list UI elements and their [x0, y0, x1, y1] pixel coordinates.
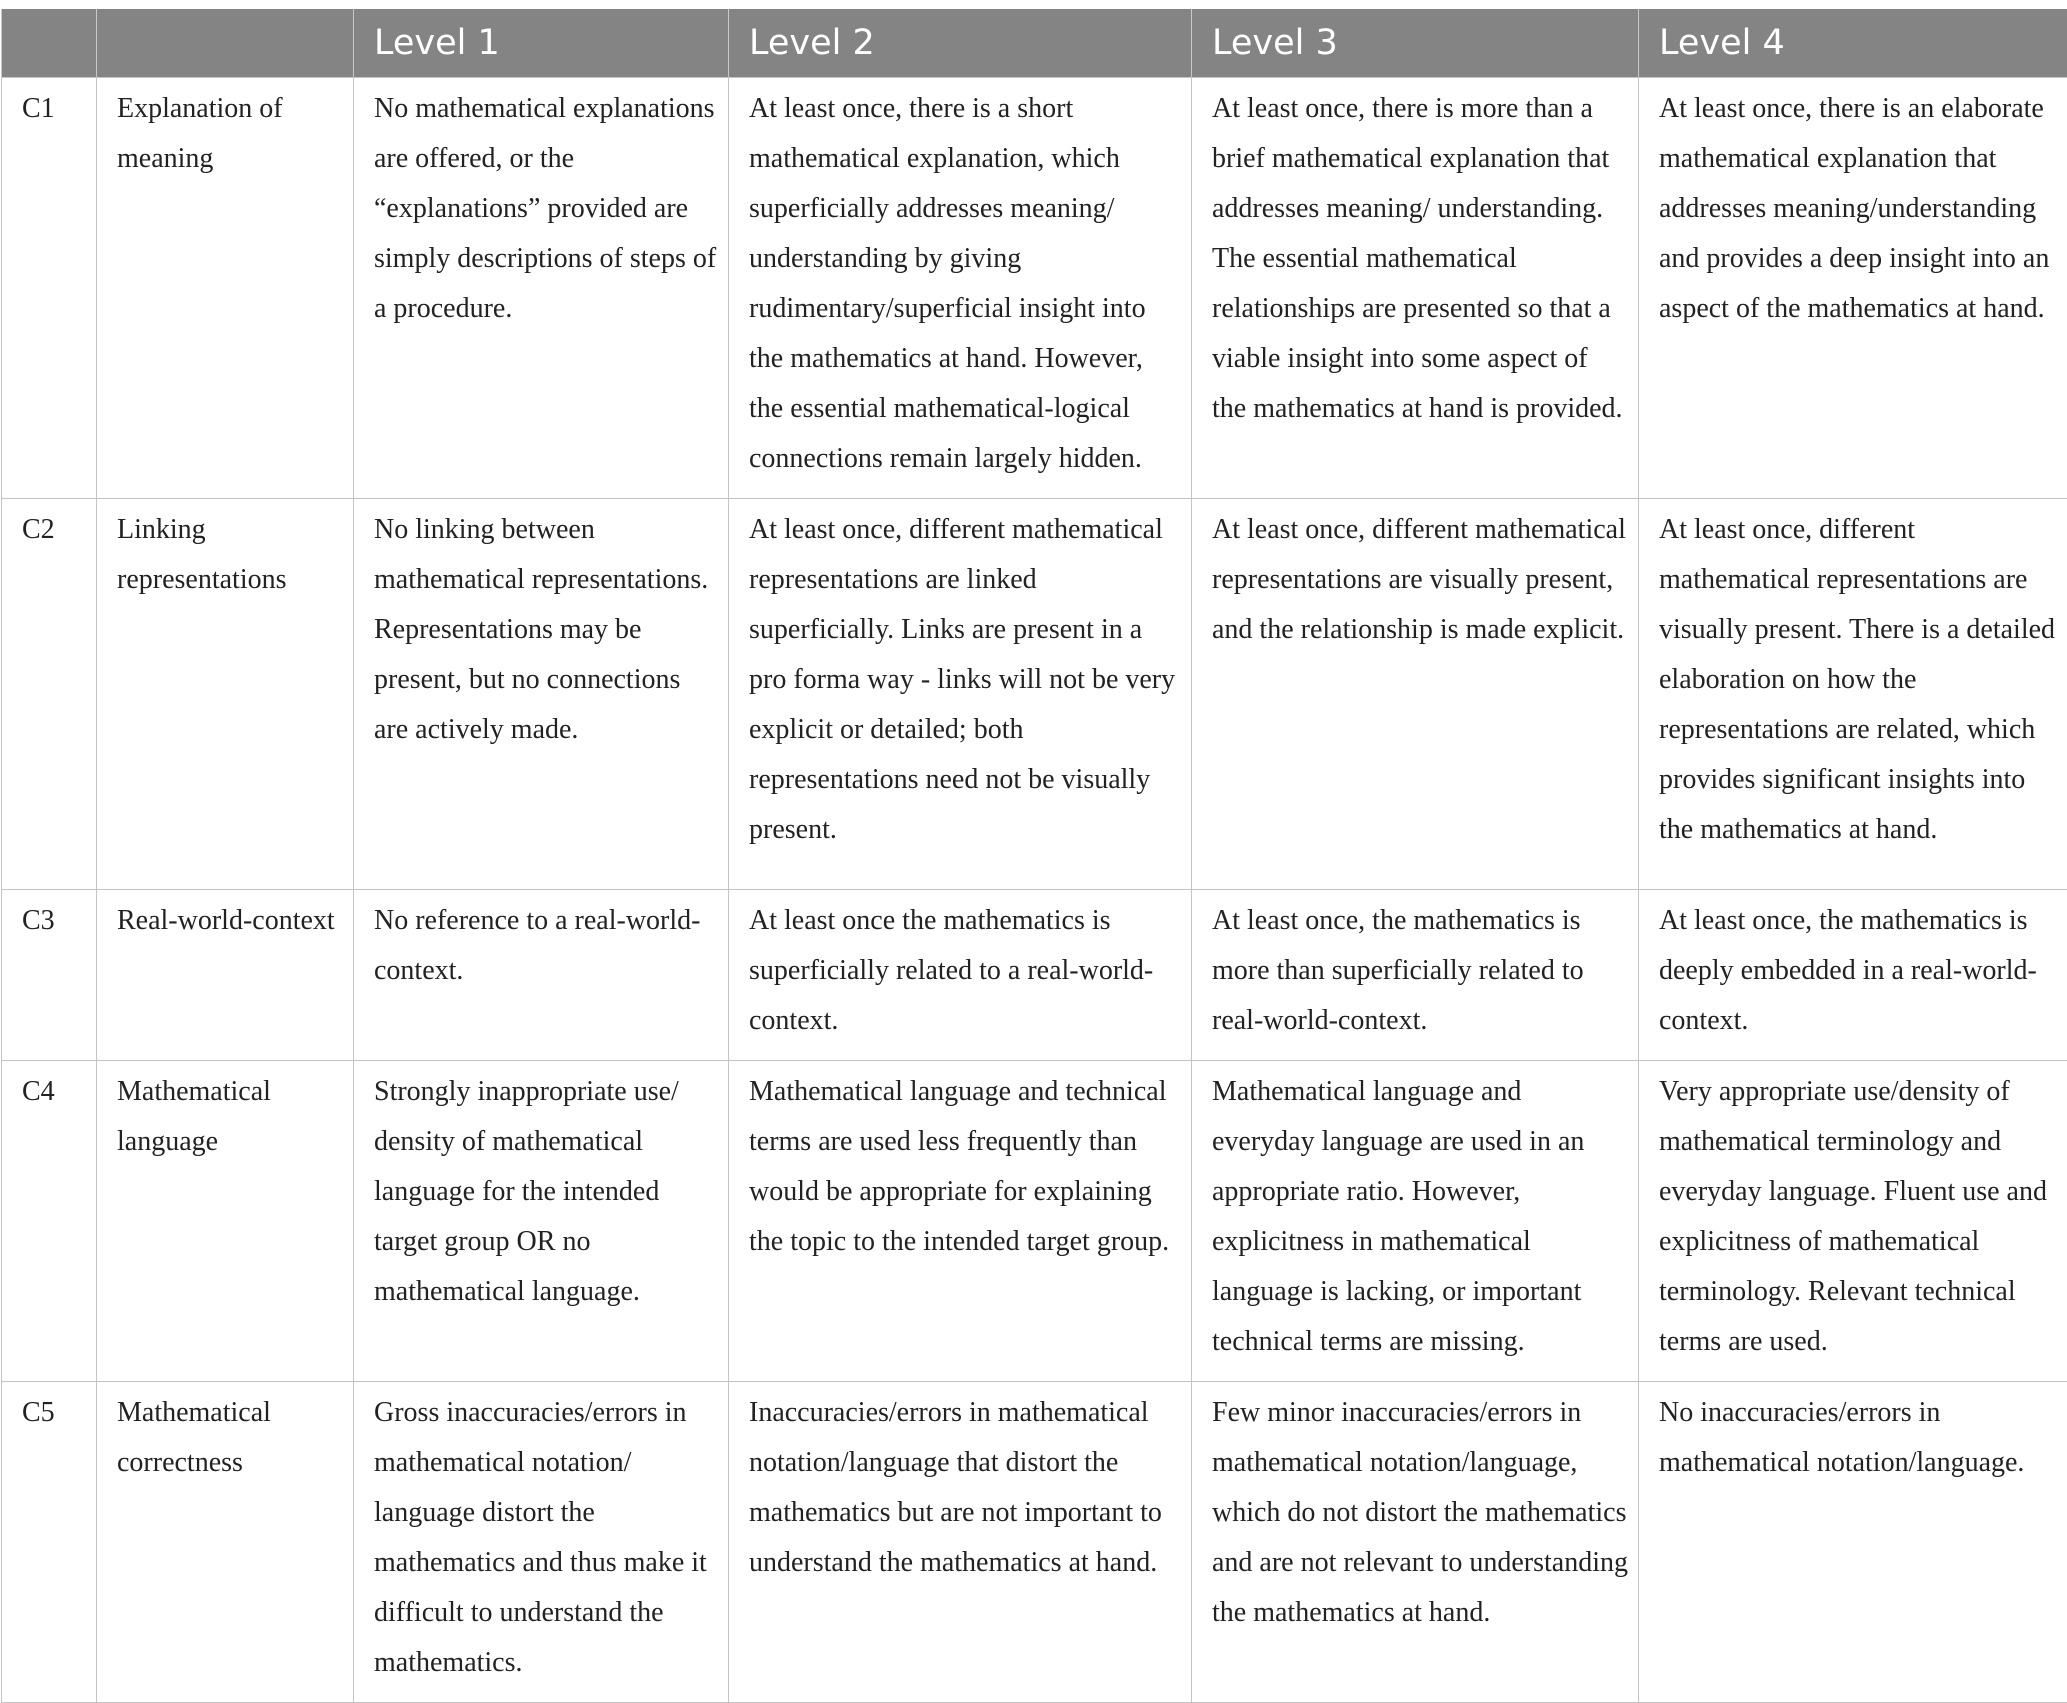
header-level-1: Level 1 — [354, 9, 729, 78]
row-level-4: At least once, different mathematical representations are visually present. There is a detailed elaboration on how the representations are related, which provides significant insights into the mathematics at hand. — [1639, 499, 2067, 890]
row-id: C1 — [2, 78, 97, 499]
row-level-1: No reference to a real-world-context. — [354, 890, 729, 1061]
row-id: C3 — [2, 890, 97, 1061]
row-id: C4 — [2, 1061, 97, 1382]
row-level-1: No mathematical explanations are offered, or the “explanations” provided are simply descriptions of steps of a procedure. — [354, 78, 729, 499]
header-level-4: Level 4 — [1639, 9, 2067, 78]
row-level-3: At least once, the mathematics is more than superficially related to real-world-context. — [1192, 890, 1639, 1061]
row-level-2: At least once, there is a short mathematical explanation, which superficially addresses meaning/ understanding by giving rudimentary/superficial insight into the mathematics at hand. However, the essential mathematical-logical connections remain largely hidden. — [729, 78, 1192, 499]
header-criterion — [97, 9, 354, 78]
row-level-1: Gross inaccuracies/errors in mathematical notation/ language distort the mathematics and thus make it difficult to understand the mathematics. — [354, 1382, 729, 1703]
row-level-2: Inaccuracies/errors in mathematical notation/language that distort the mathematics but are not important to understand the mathematics at hand. — [729, 1382, 1192, 1703]
row-level-3: Few minor inaccuracies/errors in mathematical notation/language, which do not distort the mathematics and are not relevant to understanding the mathematics at hand. — [1192, 1382, 1639, 1703]
row-level-4: At least once, there is an elaborate mathematical explanation that addresses meaning/understanding and provides a deep insight into an aspect of the mathematics at hand. — [1639, 78, 2067, 499]
header-row — [2, 9, 2067, 78]
row-criterion: Real-world-context — [97, 890, 354, 1061]
table-row — [2, 890, 2067, 1061]
row-level-3: At least once, there is more than a brief mathematical explanation that addresses meaning/ understanding. The essential mathematical relationships are presented so that a viable insight into some aspect of the mathematics at hand is provided. — [1192, 78, 1639, 499]
row-criterion: Mathematical language — [97, 1061, 354, 1382]
row-level-3: Mathematical language and everyday language are used in an appropriate ratio. However, explicitness in mathematical language is lacking, or important technical terms are missing. — [1192, 1061, 1639, 1382]
table-row — [2, 499, 2067, 890]
row-criterion: Linking representations — [97, 499, 354, 890]
table-row — [2, 1061, 2067, 1382]
row-criterion: Mathematical correctness — [97, 1382, 354, 1703]
row-level-4: Very appropriate use/density of mathematical terminology and everyday language. Fluent use and explicitness of mathematical terminology. Relevant technical terms are used. — [1639, 1061, 2067, 1382]
table-header — [2, 9, 2067, 78]
table-row — [2, 78, 2067, 499]
row-level-2: Mathematical language and technical terms are used less frequently than would be appropriate for explaining the topic to the intended target group. — [729, 1061, 1192, 1382]
table-row — [2, 1382, 2067, 1703]
row-level-2: At least once the mathematics is superficially related to a real-world-context. — [729, 890, 1192, 1061]
row-criterion: Explanation of meaning — [97, 78, 354, 499]
header-level-2: Level 2 — [729, 9, 1192, 78]
table-body — [2, 78, 2067, 1703]
header-id — [2, 9, 97, 78]
row-level-2: At least once, different mathematical representations are linked superficially. Links are present in a pro forma way - links will not be very explicit or detailed; both representations need not be visually present. — [729, 499, 1192, 890]
row-level-1: Strongly inappropriate use/ density of mathematical language for the intended target group OR no mathematical language. — [354, 1061, 729, 1382]
row-id: C2 — [2, 499, 97, 890]
rubric-table — [1, 9, 2067, 1703]
rubric-table-container — [1, 9, 2067, 1703]
row-level-4: No inaccuracies/errors in mathematical notation/language. — [1639, 1382, 2067, 1703]
row-level-4: At least once, the mathematics is deeply embedded in a real-world-context. — [1639, 890, 2067, 1061]
header-level-3: Level 3 — [1192, 9, 1639, 78]
row-level-1: No linking between mathematical representations. Representations may be present, but no connections are actively made. — [354, 499, 729, 890]
row-id: C5 — [2, 1382, 97, 1703]
row-level-3: At least once, different mathematical representations are visually present, and the relationship is made explicit. — [1192, 499, 1639, 890]
